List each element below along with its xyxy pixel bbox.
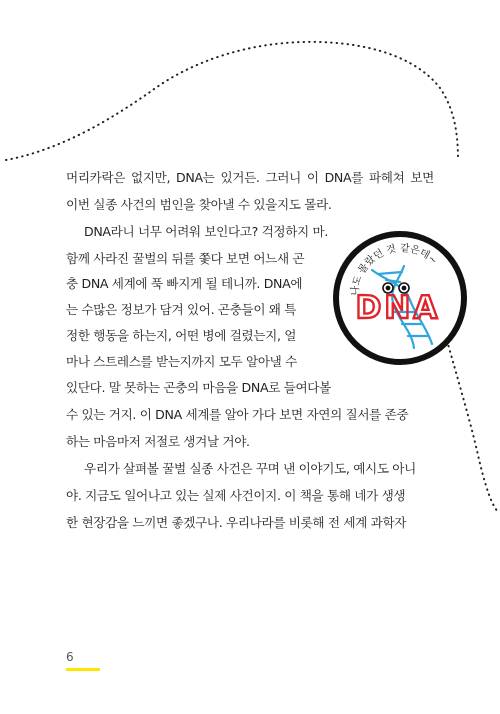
body-line-1: 머리카락은 없지만, DNA는 있거든. 그러니 이 DNA를 파헤쳐 보면 (66, 170, 434, 185)
body-line-6: 는 수많은 정보가 담겨 있어. 곤충들이 왜 특 (66, 302, 297, 317)
body-line-7: 정한 행동을 하는지, 어떤 병에 걸렸는지, 얼 (66, 328, 297, 343)
badge-caption: 나도 몰랐던 것 같은데~ (349, 243, 440, 297)
body-line-13: 야. 지금도 일어나고 있는 실제 사건이지. 이 책을 통해 네가 생생 (66, 488, 406, 503)
dna-illustration (328, 226, 472, 370)
page-number-underline (66, 668, 100, 671)
body-line-14: 한 현장감을 느끼면 좋겠구나. 우리나라를 비롯해 전 세계 과학자 (66, 515, 407, 530)
body-line-9: 있단다. 말 못하는 곤충의 마음을 DNA로 들여다볼 (66, 380, 331, 395)
body-line-5: 충 DNA 세계에 푹 빠지게 될 테니까. DNA에 (66, 276, 303, 291)
body-line-4: 함께 사라진 꿀벌의 뒤를 쫓다 보면 어느새 곤 (66, 251, 305, 266)
body-line-8: 마나 스트레스를 받는지까지 모두 알아낼 수 (66, 354, 297, 369)
body-line-3: DNA라니 너무 어려워 보인다고? 걱정하지 마. (84, 224, 328, 239)
page-number: 6 (66, 650, 74, 664)
body-line-12: 우리가 살펴볼 꿀벌 실종 사건은 꾸며 낸 이야기도, 예시도 아니 (84, 461, 416, 476)
body-line-2: 이번 실종 사건의 범인을 찾아낼 수 있을지도 몰라. (66, 197, 332, 212)
body-line-11: 하는 마음마저 저절로 생겨날 거야. (66, 434, 250, 449)
body-line-10: 수 있는 거지. 이 DNA 세계를 알아 가다 보면 자연의 질서를 존중 (66, 407, 409, 422)
dna-label: DNA (355, 290, 441, 326)
